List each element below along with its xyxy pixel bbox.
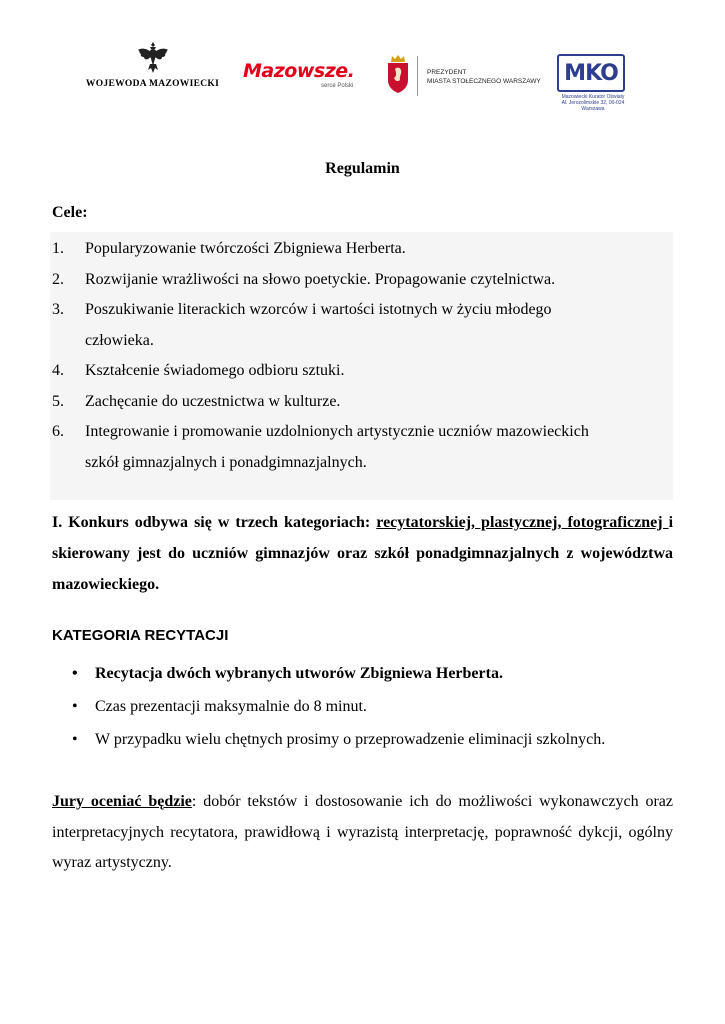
list-item-text-continued: człowieka. <box>85 331 154 349</box>
list-item <box>52 295 672 356</box>
jury-paragraph <box>52 787 673 879</box>
list-item-text: W przypadku wielu chętnych prosimy o przeprowadzenie eliminacji szkolnych. <box>95 731 606 748</box>
bullet-icon: • <box>72 698 78 715</box>
konkurs-categories: recytatorskiej, plastycznej, fotograficznej <box>376 514 669 531</box>
mko-caption-line1: Mazowiecki Kurator Oświaty <box>561 94 625 100</box>
list-item <box>52 387 672 418</box>
kategoria-heading: KATEGORIA RECYTACJI <box>52 627 229 644</box>
eagle-emblem-icon <box>136 40 170 76</box>
prezydent-line2: MIASTA STOŁECZNEGO WARSZAWY <box>427 78 541 85</box>
mko-logo <box>557 54 632 114</box>
list-number: 5. <box>52 392 64 410</box>
list-number: 4. <box>52 362 64 379</box>
list-item-text: Integrowanie i promowanie uzdolnionych artystycznie uczniów mazowieckich <box>85 423 589 440</box>
mko-caption-line2: Al. Jerozolimskie 32, 00-024 Warszawa <box>561 100 625 112</box>
list-item <box>52 657 673 690</box>
bullet-icon: • <box>72 731 78 748</box>
logo-divider <box>417 56 418 96</box>
list-item <box>52 234 672 265</box>
list-number: 2. <box>52 270 64 288</box>
cele-heading: Cele: <box>52 204 88 221</box>
list-item <box>52 723 673 756</box>
mazowsze-tagline: serce Polski <box>321 83 354 89</box>
jury-text: : dobór tekstów i dostosowanie ich do możliwości wykonawczych oraz interpretacyjnych recytatora, prawidłową i wyrazistą interpretację, poprawność dykcji, ogólny wyraz artystyczny. <box>52 793 674 871</box>
konkurs-paragraph <box>52 507 673 600</box>
mko-caption <box>557 94 629 112</box>
list-item-text: Recytacja dwóch wybranych utworów Zbigniewa Herberta. <box>95 665 503 682</box>
wojewoda-text: WOJEWODA MAZOWIECKI <box>85 79 220 89</box>
wojewoda-logo <box>85 40 220 102</box>
list-item <box>52 417 672 478</box>
list-item-text: Popularyzowanie twórczości Zbigniewa Herberta. <box>85 240 406 257</box>
list-item-text: Czas prezentacji maksymalnie do 8 minut. <box>95 698 367 715</box>
bullet-icon: • <box>72 665 78 682</box>
list-item-text: Zachęcanie do uczestnictwa w kulturze. <box>85 392 341 410</box>
kategoria-list <box>52 657 673 756</box>
mazowsze-logo <box>243 60 368 100</box>
prezydent-text <box>427 68 541 86</box>
list-item <box>52 356 672 387</box>
list-item-text-continued: szkół gimnazjalnych i ponadgimnazjalnych. <box>85 453 367 471</box>
list-item <box>52 690 673 723</box>
list-number: 6. <box>52 423 64 440</box>
list-item-text: Kształcenie świadomego odbioru sztuki. <box>85 362 345 379</box>
mazowsze-wordmark: Mazowsze. <box>243 60 355 82</box>
warszawa-logo <box>385 54 541 104</box>
konkurs-text-end: i skierowany jest do uczniów gimnazjów oraz szkół ponadgimnazjalnych z województwa mazowieckiego. <box>52 514 674 593</box>
mko-wordmark: MKO <box>557 54 625 92</box>
list-number: 1. <box>52 240 64 257</box>
list-number: 3. <box>52 301 64 318</box>
prezydent-line1: PREZYDENT <box>427 69 467 76</box>
page-title: Regulamin <box>325 160 400 177</box>
cele-list <box>52 234 672 478</box>
list-item-text: Rozwijanie wrażliwości na słowo poetyckie. Propagowanie czytelnictwa. <box>85 270 556 288</box>
jury-label: Jury oceniać będzie <box>52 793 192 810</box>
logo-bar <box>0 40 725 110</box>
list-item <box>52 265 672 296</box>
konkurs-text-start: I. Konkurs odbywa się w trzech kategoriach: <box>52 514 377 531</box>
warsaw-crest-icon <box>385 54 411 94</box>
list-item-text: Poszukiwanie literackich wzorców i wartości istotnych w życiu młodego <box>85 301 552 318</box>
